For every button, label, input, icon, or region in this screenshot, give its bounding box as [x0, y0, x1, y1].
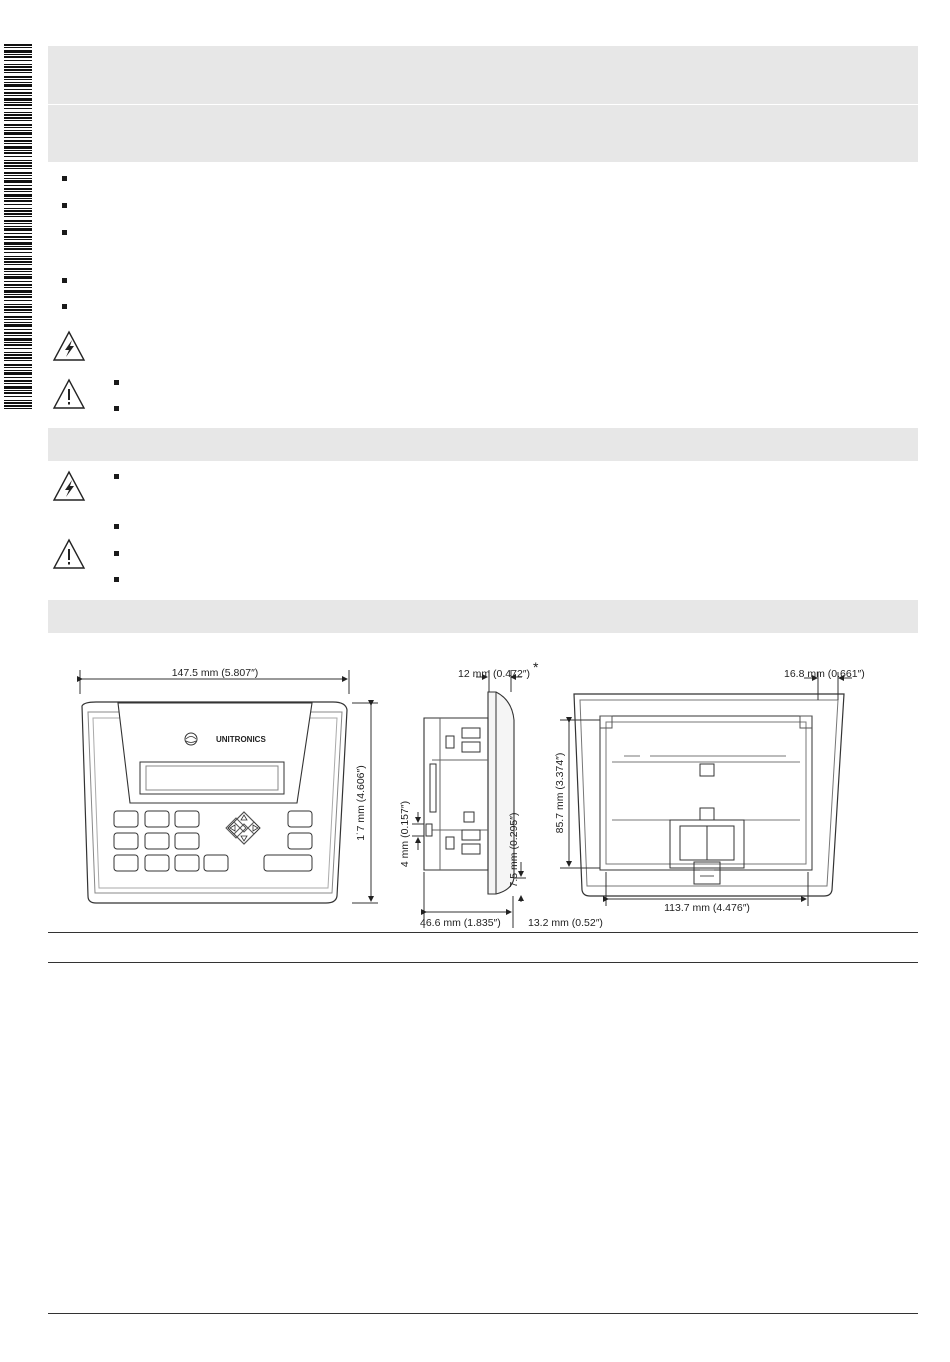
- list-item-bullet: [62, 304, 67, 309]
- front-height-label: 1˙7 mm (4.606″): [355, 765, 367, 841]
- section-band: [48, 428, 918, 461]
- list-item-bullet: [62, 203, 67, 208]
- front-width-label: 147.5 mm (5.807″): [171, 667, 259, 679]
- back-top-right-label: 16.8 mm (0.661″): [784, 668, 865, 680]
- list-item-bullet: [114, 406, 119, 411]
- front-view: [80, 670, 378, 903]
- side-offset-label: 13.2 mm (0.52″): [528, 917, 603, 929]
- section-rule: [48, 932, 918, 933]
- list-item-bullet: [114, 524, 119, 529]
- list-item-bullet: [114, 551, 119, 556]
- section-rule: [48, 962, 918, 963]
- list-item-bullet: [62, 176, 67, 181]
- list-item-bullet: [62, 230, 67, 235]
- dimension-drawing: [0, 655, 950, 930]
- side-view: [412, 670, 526, 928]
- side-asterisk: *: [533, 659, 539, 675]
- header-band-divider: [48, 104, 918, 105]
- caution-exclamation-icon: [52, 378, 86, 410]
- side-top-label: 12 mm (0.472″): [458, 668, 530, 680]
- side-depth-label: 46.6 mm (1.835″): [420, 917, 501, 929]
- list-item-bullet: [114, 474, 119, 479]
- section-band: [48, 600, 918, 633]
- side-left-vertical-label: 4 mm (0.157″): [399, 800, 411, 868]
- electrical-shock-warning-icon: [52, 470, 86, 502]
- list-item-bullet: [114, 577, 119, 582]
- footer-rule: [48, 1313, 918, 1314]
- back-view: [560, 672, 852, 906]
- back-width-label: 113.7 mm (4.476″): [664, 902, 750, 914]
- caution-exclamation-icon: [52, 538, 86, 570]
- brand-logo-text: UNITRONICS: [216, 735, 266, 744]
- list-item-bullet: [62, 278, 67, 283]
- barcode: [4, 44, 32, 412]
- back-height-label: 85.7 mm (3.374″): [554, 752, 566, 834]
- electrical-shock-warning-icon: [52, 330, 86, 362]
- side-right-vertical-label: 7.5 mm (0.295″): [508, 812, 520, 888]
- list-item-bullet: [114, 380, 119, 385]
